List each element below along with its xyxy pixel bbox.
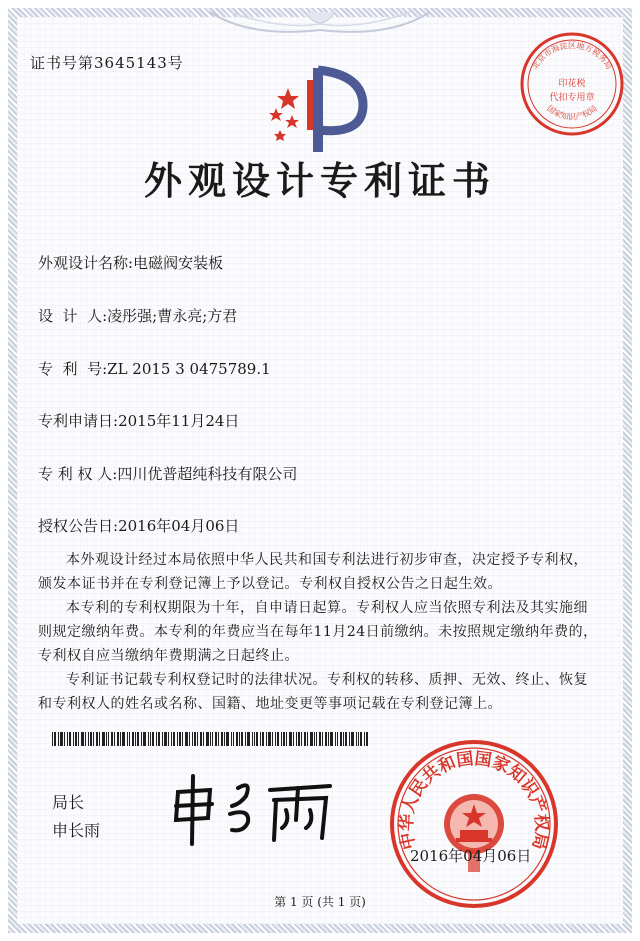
barcode-bar bbox=[192, 732, 193, 746]
barcode-bar bbox=[226, 732, 229, 746]
top-seal-line-1: 印花税 bbox=[558, 79, 586, 89]
barcode-bar bbox=[203, 732, 204, 746]
barcode-bar bbox=[256, 732, 258, 746]
barcode-bar bbox=[298, 732, 300, 746]
barcode-bar bbox=[90, 732, 92, 746]
barcode-bar bbox=[108, 732, 109, 746]
barcode-bar bbox=[164, 732, 167, 746]
barcode-bar bbox=[236, 732, 238, 746]
body-paragraph-3: 专利证书记载专利权登记时的法律状况。专利权的转移、质押、无效、终止、恢复和专利权人的姓名或名称、国籍、地址变更等事项记载在专利登记簿上。 bbox=[38, 672, 588, 712]
patent-no-value: ZL 2015 3 0475789.1 bbox=[107, 360, 271, 378]
barcode-bar bbox=[335, 732, 336, 746]
filing-date-value: 2015年11月24日 bbox=[118, 412, 240, 430]
barcode-bar bbox=[67, 732, 68, 746]
field-design-name bbox=[38, 252, 223, 273]
main-seal-ring-text: 中华人民共和国国家知识产权局 bbox=[396, 748, 552, 852]
design-name-label: 外观设计名称: bbox=[38, 254, 134, 272]
barcode-bar bbox=[143, 732, 146, 746]
designer-value: 凌彤强;曹永亮;方君 bbox=[107, 307, 238, 325]
grant-date-value: 2016年04月06日 bbox=[118, 517, 240, 535]
barcode-bar bbox=[218, 732, 219, 746]
barcode-bar bbox=[266, 732, 267, 746]
barcode-bar bbox=[137, 732, 139, 746]
barcode-bar bbox=[286, 732, 287, 746]
barcode-bar bbox=[106, 732, 107, 746]
barcode-bar bbox=[132, 732, 134, 746]
barcode-bar bbox=[177, 732, 178, 746]
barcode-bar bbox=[88, 732, 89, 746]
page-footer: 第 1 页 (共 1 页) bbox=[274, 895, 366, 909]
barcode-bar bbox=[283, 732, 285, 746]
barcode-bar bbox=[239, 732, 240, 746]
barcode-bar bbox=[275, 732, 276, 746]
barcode-bar bbox=[168, 732, 169, 746]
barcode-bar bbox=[162, 732, 163, 746]
barcode-bar bbox=[93, 732, 94, 746]
certificate-title: 外观设计专利证书 bbox=[143, 158, 496, 203]
barcode-bar bbox=[233, 732, 234, 746]
barcode-bar bbox=[366, 732, 368, 746]
tax-stamp-seal-icon bbox=[518, 30, 626, 138]
barcode-bar bbox=[337, 732, 338, 746]
barcode-bar bbox=[69, 732, 71, 746]
barcode-bar bbox=[293, 732, 294, 746]
barcode-bar bbox=[268, 732, 271, 746]
barcode-bar bbox=[351, 732, 354, 746]
barcode-bar bbox=[78, 732, 79, 746]
barcode-bar bbox=[182, 732, 183, 746]
barcode-bar bbox=[340, 732, 342, 746]
barcode-bar bbox=[319, 732, 321, 746]
barcode-bar bbox=[200, 732, 202, 746]
barcode-bar bbox=[185, 732, 188, 746]
certificate-number: 证书号第3645143号 bbox=[30, 54, 184, 72]
barcode-bar bbox=[307, 732, 308, 746]
barcode-bar bbox=[129, 732, 130, 746]
barcode-bar bbox=[173, 732, 175, 746]
barcode-bar bbox=[117, 732, 119, 746]
barcode-bar bbox=[215, 732, 217, 746]
field-patentee bbox=[38, 463, 297, 484]
barcode-bar bbox=[111, 732, 113, 746]
field-grant-date bbox=[38, 515, 239, 536]
cnipa-official-seal-icon bbox=[388, 738, 560, 910]
top-seal-line-2: 代扣专用章 bbox=[549, 93, 595, 103]
barcode-bar bbox=[158, 732, 160, 746]
barcode-bar bbox=[328, 732, 329, 746]
barcode-bar bbox=[135, 732, 136, 746]
barcode-bar bbox=[54, 732, 56, 746]
barcode-bar bbox=[349, 732, 350, 746]
barcode-bar bbox=[221, 732, 223, 746]
barcode-bar bbox=[296, 732, 297, 746]
barcode-bar bbox=[360, 732, 362, 746]
barcode-bar bbox=[52, 732, 53, 746]
body-paragraph-2: 本专利的专利权期限为十年，自申请日起算。专利权人应当依照专利法及其实施细则规定缴纳年费。本专利的年费应当在每年11月24日前缴纳。未按照规定缴纳年费的，专利权自应当缴纳年费期满之日起终止。 bbox=[38, 600, 598, 664]
barcode-bar bbox=[206, 732, 209, 746]
barcode-bar bbox=[224, 732, 225, 746]
barcode-bar bbox=[304, 732, 306, 746]
barcode-bar bbox=[99, 732, 100, 746]
field-patent-no bbox=[38, 358, 271, 379]
barcode-bar bbox=[60, 732, 63, 746]
barcode-bar bbox=[343, 732, 344, 746]
barcode-bar bbox=[310, 732, 313, 746]
barcode-bar bbox=[96, 732, 98, 746]
barcode-bar bbox=[156, 732, 157, 746]
patentee-value: 四川优普超纯科技有限公司 bbox=[117, 465, 298, 483]
barcode-bar bbox=[277, 732, 279, 746]
barcode-bar bbox=[73, 732, 74, 746]
top-seal-bottom-text: 国家知识产权局 bbox=[545, 103, 599, 122]
barcode-icon bbox=[52, 732, 372, 746]
barcode-bar bbox=[148, 732, 149, 746]
barcode-bar bbox=[356, 732, 357, 746]
barcode-bar bbox=[81, 732, 84, 746]
barcode-bar bbox=[102, 732, 105, 746]
barcode-bar bbox=[152, 732, 154, 746]
body-paragraph-1: 本外观设计经过本局依照中华人民共和国专利法进行初步审查，决定授予专利权，颁发本证书并在专利登记簿上予以登记。专利权自授权公告之日起生效。 bbox=[38, 552, 588, 592]
filing-date-label: 专利申请日: bbox=[38, 412, 119, 430]
barcode-bar bbox=[330, 732, 333, 746]
barcode-bar bbox=[272, 732, 273, 746]
field-designer bbox=[38, 305, 237, 326]
barcode-bar bbox=[358, 732, 359, 746]
barcode-bar bbox=[322, 732, 323, 746]
barcode-bar bbox=[194, 732, 196, 746]
barcode-bar bbox=[260, 732, 261, 746]
barcode-bar bbox=[231, 732, 232, 746]
field-filing-date bbox=[38, 410, 239, 431]
barcode-bar bbox=[114, 732, 115, 746]
barcode-bar bbox=[75, 732, 77, 746]
barcode-bar bbox=[252, 732, 253, 746]
cnipa-logo-icon bbox=[258, 60, 378, 160]
barcode-bar bbox=[245, 732, 246, 746]
barcode-bar bbox=[141, 732, 142, 746]
barcode-bar bbox=[316, 732, 317, 746]
barcode-bar bbox=[254, 732, 255, 746]
barcode-bar bbox=[289, 732, 292, 746]
designer-label: 设 计 人: bbox=[38, 307, 108, 325]
issue-date: 2016年04月06日 bbox=[410, 847, 532, 865]
barcode-bar bbox=[210, 732, 211, 746]
barcode-bar bbox=[241, 732, 243, 746]
barcode-bar bbox=[247, 732, 250, 746]
barcode-bar bbox=[85, 732, 86, 746]
barcode-bar bbox=[314, 732, 315, 746]
barcode-bar bbox=[364, 732, 365, 746]
patentee-label: 专 利 权 人: bbox=[38, 465, 118, 483]
barcode-bar bbox=[127, 732, 128, 746]
barcode-bar bbox=[212, 732, 213, 746]
barcode-bar bbox=[281, 732, 282, 746]
barcode-bar bbox=[189, 732, 190, 746]
top-seal-ring-text: 北京市海淀区地方税务局 bbox=[530, 41, 614, 71]
barcode-bar bbox=[64, 732, 65, 746]
barcode-bar bbox=[345, 732, 347, 746]
svg-text:国家知识产权局 bbox=[545, 104, 598, 122]
barcode-bar bbox=[179, 732, 181, 746]
barcode-bar bbox=[197, 732, 198, 746]
barcode-bar bbox=[171, 732, 172, 746]
barcode-bar bbox=[122, 732, 125, 746]
design-name-value: 电磁阀安装板 bbox=[133, 254, 224, 272]
barcode-bar bbox=[58, 732, 59, 746]
handwritten-signature-icon bbox=[170, 770, 340, 850]
director-title: 局长 bbox=[52, 793, 85, 812]
barcode-bar bbox=[301, 732, 302, 746]
barcode-bar bbox=[120, 732, 121, 746]
barcode-bar bbox=[150, 732, 151, 746]
barcode-bar bbox=[325, 732, 327, 746]
grant-date-label: 授权公告日: bbox=[38, 517, 119, 535]
top-ornament-icon bbox=[210, 8, 430, 38]
barcode-bar bbox=[262, 732, 264, 746]
director-name: 申长雨 bbox=[52, 821, 101, 840]
patent-no-label: 专 利 号: bbox=[38, 360, 108, 378]
